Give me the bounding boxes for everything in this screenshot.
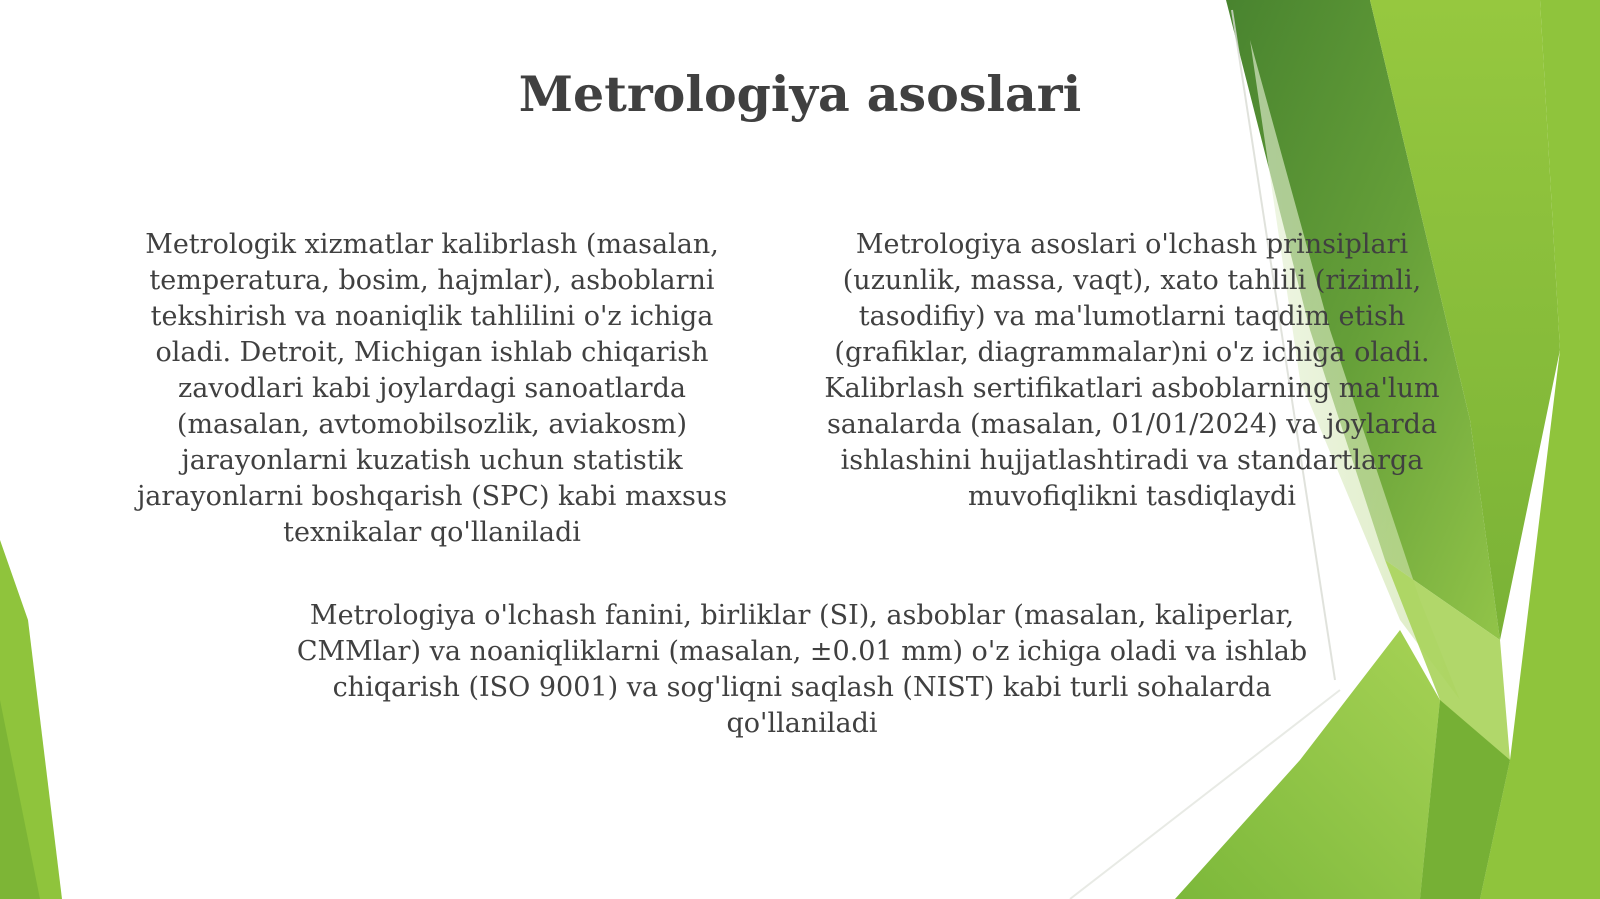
paragraph-right: Metrologiya asoslari o'lchash prinsiplari (uzunlik, massa, vaqt), xato tahlili (rizimli, tasodifiy) va ma'lumotlarni taqdim etish (grafiklar, diagrammalar)ni o'z ichiga oladi. Kalibrlash sertifikatlari asboblarning ma'lum sanalarda (masalan, 01/01/2024) va joylarda ishlashini hujjatlashtiradi va standartlarga muvofiqlikni tasdiqlaydi <box>824 229 1440 512</box>
paragraph-bottom: Metrologiya o'lchash fanini, birliklar (SI), asboblar (masalan, kaliperlar, CMMlar) va noaniqliklarni (masalan, ±0.01 mm) o'z ichiga oladi va ishlab chiqarish (ISO 9001) va sog'liqni saqlash (NIST) kabi turli sohalarda qo'llaniladi <box>296 600 1308 739</box>
paragraph-left: Metrologik xizmatlar kalibrlash (masalan, temperatura, bosim, hajmlar), asboblarni tekshirish va noaniqlik tahlilini o'z ichiga oladi. Detroit, Michigan ishlab chiqarish zavodlari kabi joylardagi sanoatlarda (masalan, avtomobilsozlik, aviakosm) jarayonlarni kuzatish uchun statistik jarayonlarni boshqarish (SPC) kabi maxsus texnikalar qo'llaniladi <box>136 229 728 548</box>
slide-title: Metrologiya asoslari <box>518 65 1082 123</box>
